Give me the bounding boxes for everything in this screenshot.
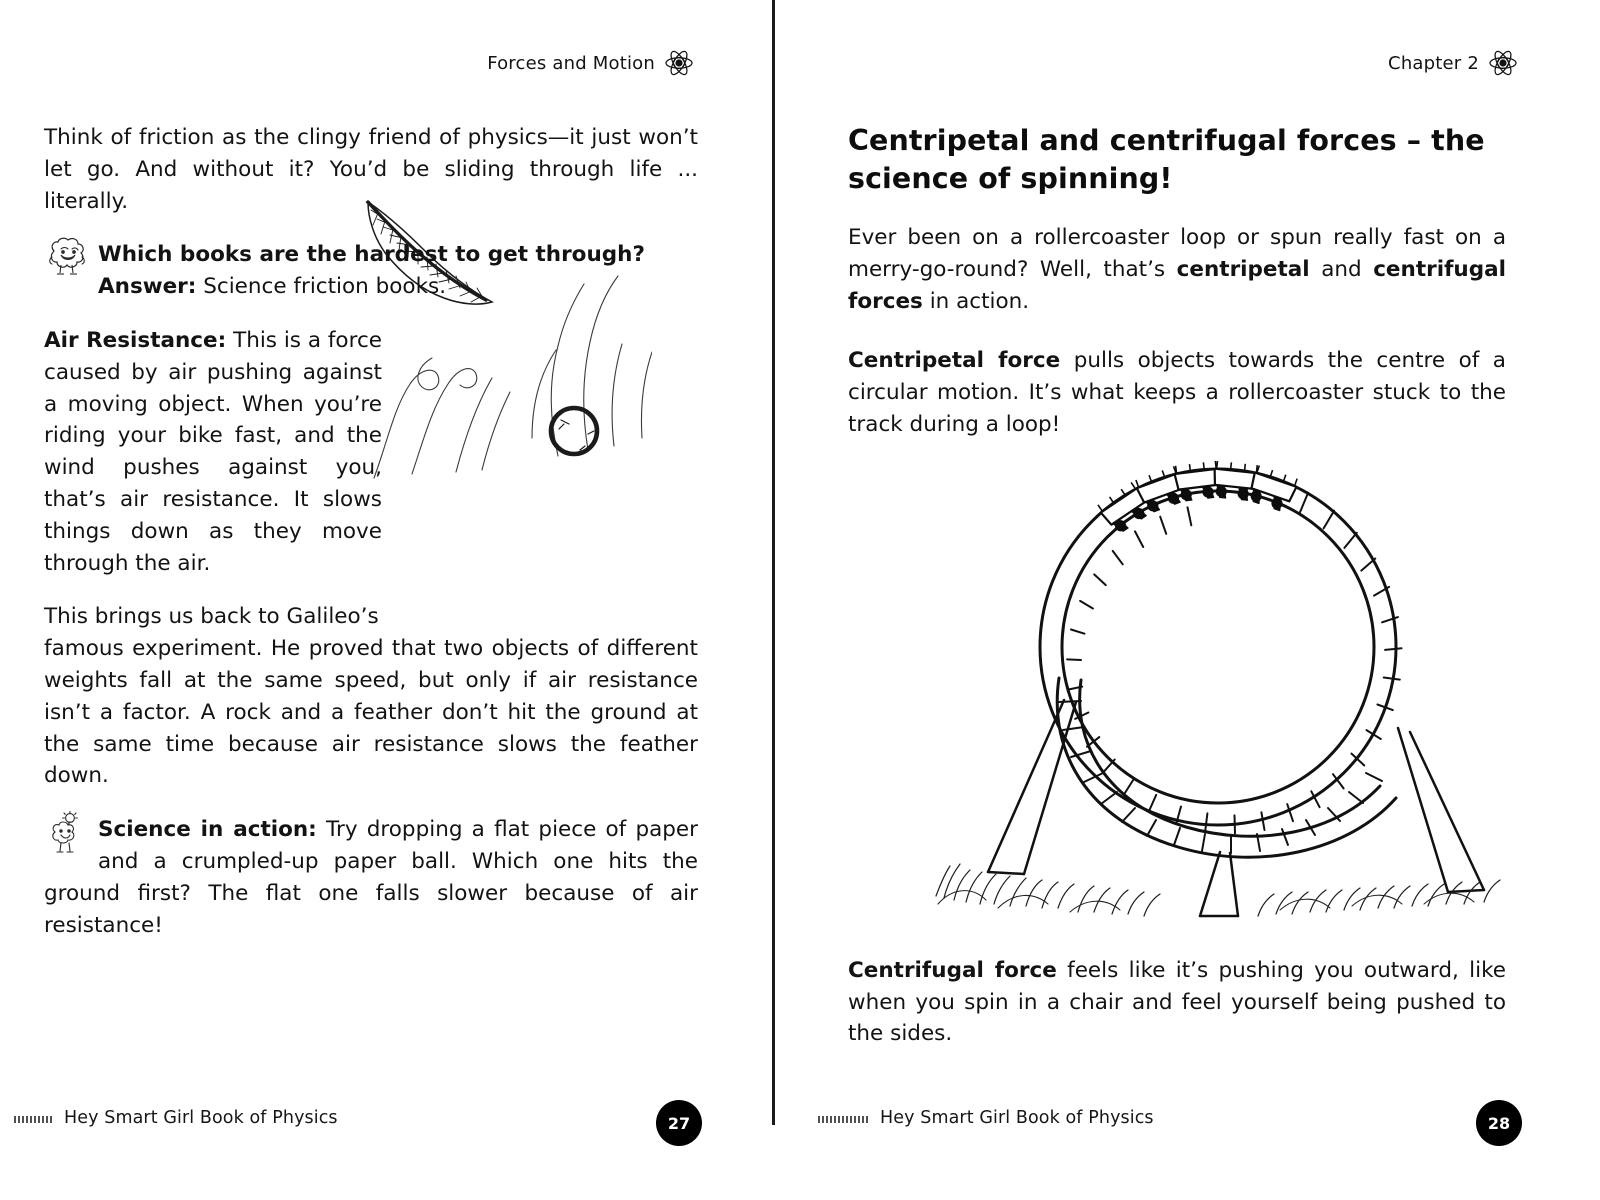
joke-answer-label: Answer:	[98, 274, 197, 300]
paragraph-air-resistance	[44, 325, 382, 579]
intro-bold-centripetal: centripetal	[1176, 256, 1310, 282]
right-page	[772, 0, 1600, 1200]
intro-bold-centrifugal-forces: centrifugal forces	[848, 256, 1506, 314]
centrifugal-label: Centrifugal force	[848, 957, 1057, 983]
centrifugal-text: feels like it’s pushing you outward, like when you spin in a chair and feel yourself being pushed to the sides.	[848, 957, 1506, 1047]
page-number-badge-right	[1476, 1100, 1522, 1146]
footer-tick-decoration	[14, 1112, 54, 1124]
joke-question: Which books are the hardest to get through?	[98, 242, 645, 268]
paragraph-centrifugal	[848, 955, 1506, 1050]
atom-icon	[1488, 48, 1518, 78]
page-number-right: 28	[1487, 1113, 1511, 1133]
intro-part3: in action.	[922, 288, 1030, 314]
paragraph-galileo-line1: This brings us back to Galileo’s	[44, 604, 379, 630]
intro-part1: Ever been on a rollercoaster loop or spun really fast on a merry-go-round? Well, that’s	[848, 225, 1506, 282]
intro-part2: and	[1309, 256, 1374, 282]
paragraph-galileo-rest: famous experiment. He proved that two objects of different weights fall at the same speed, but only if air resistance isn’t a factor. A rock and a feather don’t hit the ground at the same time because air resistance slows the feather down.	[44, 636, 698, 789]
left-page-text-column	[44, 122, 698, 963]
right-page-text-column	[848, 122, 1506, 1050]
running-head-left	[487, 48, 694, 78]
running-head-right	[1388, 48, 1518, 78]
rollercoaster-loop-illustration	[928, 452, 1508, 922]
page-number-badge-left	[656, 1100, 702, 1146]
footer-title-left	[14, 1108, 338, 1128]
footer-title-right	[818, 1108, 1154, 1128]
footer-book-title: Hey Smart Girl Book of Physics	[880, 1108, 1154, 1128]
footer-tick-decoration	[818, 1112, 870, 1124]
footer-left	[0, 1100, 772, 1148]
running-head-label: Chapter 2	[1388, 52, 1479, 74]
page-number-left: 27	[667, 1113, 691, 1133]
air-resistance-label: Air Resistance:	[44, 327, 227, 353]
paragraph-centripetal	[848, 345, 1506, 440]
idea-mascot-icon	[44, 810, 90, 854]
atom-icon	[664, 48, 694, 78]
joke-callout	[44, 239, 698, 303]
science-in-action-callout	[44, 814, 698, 941]
joke-answer-text: Science friction books.	[203, 274, 447, 300]
brain-mascot-icon	[44, 235, 90, 279]
centripetal-label: Centripetal force	[848, 348, 1061, 374]
science-in-action-text: Try dropping a flat piece of paper and a crumpled-up paper ball. Which one hits the ground first? The flat one falls slower because of air resistance!	[44, 817, 698, 938]
page-title: Centripetal and centrifugal forces – the science of spinning!	[848, 124, 1485, 195]
air-resistance-text: This is a force caused by air pushing against a moving object. When you’re riding your bike fast, and the wind pushes against you, that’s air resistance. It slows things down as they move through the air.	[44, 327, 382, 576]
running-head-label: Forces and Motion	[487, 52, 655, 74]
science-in-action-label: Science in action:	[98, 817, 317, 843]
left-page	[0, 0, 772, 1200]
footer-right	[772, 1100, 1600, 1148]
paragraph-intro	[848, 222, 1506, 317]
centripetal-text: pulls objects towards the centre of a circular motion. It’s what keeps a rollercoaster stuck to the track during a loop!	[848, 348, 1506, 437]
paragraph-friction-intro: Think of friction as the clingy friend of physics—it just won’t let go. And without it? You’d be sliding through life ... literally.	[44, 125, 698, 214]
footer-book-title: Hey Smart Girl Book of Physics	[64, 1108, 338, 1128]
